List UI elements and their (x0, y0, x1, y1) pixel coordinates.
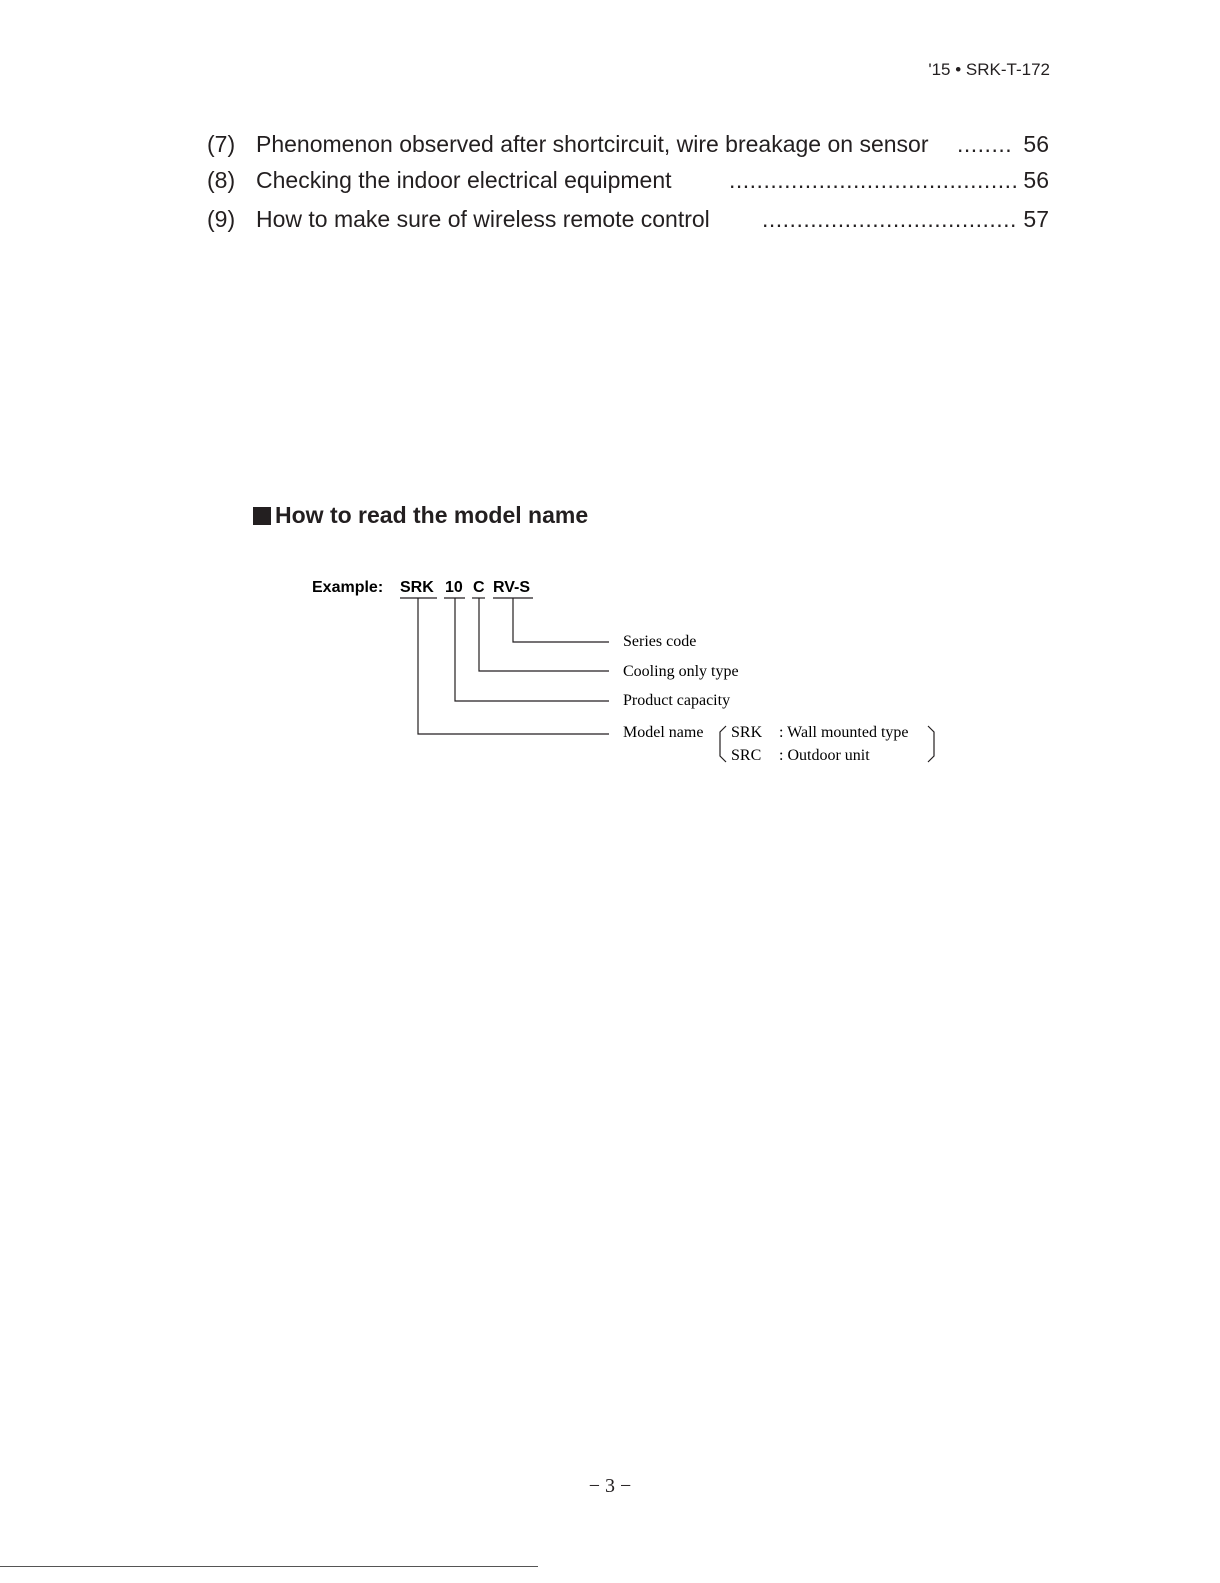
page-number: − 3 − (588, 1475, 632, 1497)
model-part-type: C (473, 579, 485, 596)
connector-type (479, 598, 609, 671)
model-desc-srk: : Wall mounted type (779, 724, 909, 741)
connector-series (513, 598, 609, 642)
toc-leader: ..................................... (762, 206, 1017, 232)
toc-page: 57 (1023, 206, 1049, 232)
model-part-srk: SRK (400, 579, 434, 596)
annotation-cooling-only: Cooling only type (623, 663, 739, 680)
toc-number: (9) (207, 206, 236, 232)
model-code-src: SRC (731, 747, 762, 764)
toc-page: 56 (1023, 131, 1049, 157)
annotation-model-name: Model name (623, 724, 704, 741)
toc-leader: ........ (957, 131, 1013, 157)
section-heading-text: How to read the model name (275, 502, 589, 528)
bottom-rule (0, 1566, 538, 1567)
left-bracket (720, 726, 726, 762)
document-code: '15 • SRK-T-172 (928, 60, 1050, 79)
toc-leader: .......................................... (729, 167, 1019, 193)
model-part-capacity: 10 (445, 579, 463, 596)
toc-title: Phenomenon observed after shortcircuit, wire breakage on sensor (256, 131, 929, 157)
right-bracket (928, 726, 934, 762)
example-label: Example: (312, 579, 384, 596)
model-code-srk: SRK (731, 724, 763, 741)
toc-title: Checking the indoor electrical equipment (256, 167, 672, 193)
annotation-series-code: Series code (623, 633, 697, 650)
annotation-capacity: Product capacity (623, 692, 731, 709)
model-part-series: RV-S (493, 579, 531, 596)
toc-number: (8) (207, 167, 236, 193)
model-desc-src: : Outdoor unit (779, 747, 870, 764)
toc-number: (7) (207, 131, 236, 157)
connector-capacity (455, 598, 609, 701)
toc-title: How to make sure of wireless remote control (256, 206, 710, 232)
toc-page: 56 (1023, 167, 1049, 193)
